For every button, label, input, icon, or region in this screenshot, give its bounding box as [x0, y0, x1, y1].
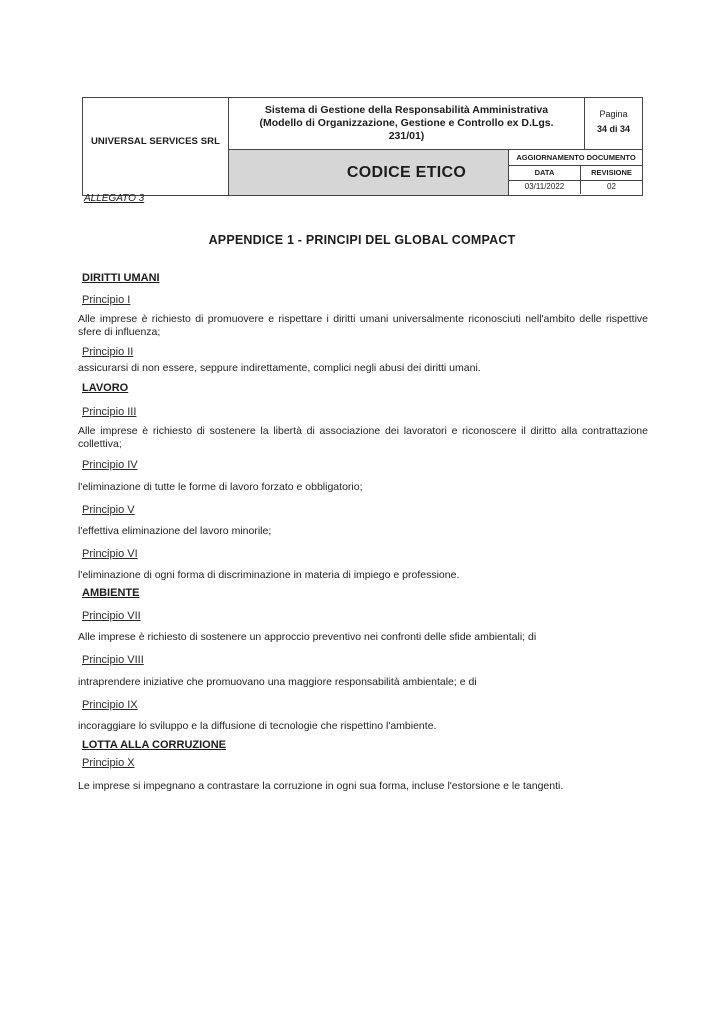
- principle-3-text: Alle imprese è richiesto di sostenere la libertà di associazione dei lavoratori e riconoscere il diritto alla contrattazione collettiva;: [78, 425, 648, 450]
- principle-6-text: l'eliminazione di ogni forma di discriminazione in materia di impiego e professione.: [78, 569, 460, 581]
- date-label: DATA: [509, 165, 581, 181]
- document-title: CODICE ETICO: [229, 150, 585, 195]
- page-label: Pagina: [599, 109, 628, 119]
- appendix-title: APPENDICE 1 - PRINCIPI DEL GLOBAL COMPACT: [208, 233, 516, 247]
- revision-value: 02: [607, 182, 616, 191]
- principle-7-label: Principio VII: [82, 610, 141, 622]
- attachment-label: ALLEGATO 3: [84, 193, 145, 204]
- page-number-box: [585, 98, 642, 150]
- principle-1-label: Principio I: [82, 294, 131, 306]
- system-title-line-2: (Modello di Organizzazione, Gestione e Controllo ex D.Lgs.: [259, 117, 554, 129]
- principle-5-text: l'effettiva eliminazione del lavoro minorile;: [78, 525, 272, 537]
- update-label: AGGIORNAMENTO DOCUMENTO: [509, 150, 643, 166]
- principle-5-label: Principio V: [82, 504, 135, 516]
- principle-2-text: assicurarsi di non essere, seppure indirettamente, complici negli abusi dei diritti umani.: [78, 362, 481, 374]
- section-heading-anti-corruption: LOTTA ALLA CORRUZIONE: [82, 739, 226, 751]
- revision-block: [508, 150, 642, 195]
- principle-4-label: Principio IV: [82, 459, 138, 471]
- principle-4-text: l'eliminazione di tutte le forme di lavoro forzato e obbligatorio;: [78, 481, 363, 493]
- principle-1-text: Alle imprese è richiesto di promuovere e rispettare i diritti umani universalmente riconosciuti nell'ambito delle rispettive sfere di influenza;: [78, 313, 648, 338]
- section-heading-labour: LAVORO: [82, 382, 129, 394]
- system-title-line-3: 231/01): [388, 130, 425, 142]
- principle-10-text: Le imprese si impegnano a contrastare la corruzione in ogni sua forma, incluse l'estorsione e le tangenti.: [78, 780, 564, 792]
- principle-8-text: intraprendere iniziative che promuovano una maggiore responsabilità ambientale; e di: [78, 676, 477, 688]
- principle-9-text: incoraggiare lo sviluppo e la diffusione di tecnologie che rispettino l'ambiente.: [78, 720, 437, 732]
- principle-8-label: Principio VIII: [82, 654, 144, 666]
- principle-10-label: Principio X: [82, 757, 135, 769]
- principle-7-text: Alle imprese è richiesto di sostenere un approccio preventivo nei confronti delle sfide ambientali; di: [78, 631, 537, 643]
- principle-2-label: Principio II: [82, 346, 134, 358]
- system-title-line-1: Sistema di Gestione della Responsabilità Amministrativa: [264, 104, 549, 116]
- company-name: UNIVERSAL SERVICES SRL: [83, 98, 229, 195]
- principle-3-label: Principio III: [82, 406, 137, 418]
- revision-label: REVISIONE: [580, 165, 643, 181]
- section-heading-environment: AMBIENTE: [82, 587, 140, 599]
- page-number: 34 di 34: [596, 124, 631, 134]
- section-heading-human-rights: DIRITTI UMANI: [82, 272, 160, 284]
- principle-9-label: Principio IX: [82, 699, 138, 711]
- document-header-table: [82, 97, 643, 196]
- principle-6-label: Principio VI: [82, 548, 138, 560]
- date-value: 03/11/2022: [509, 180, 581, 194]
- management-system-title: [229, 98, 585, 150]
